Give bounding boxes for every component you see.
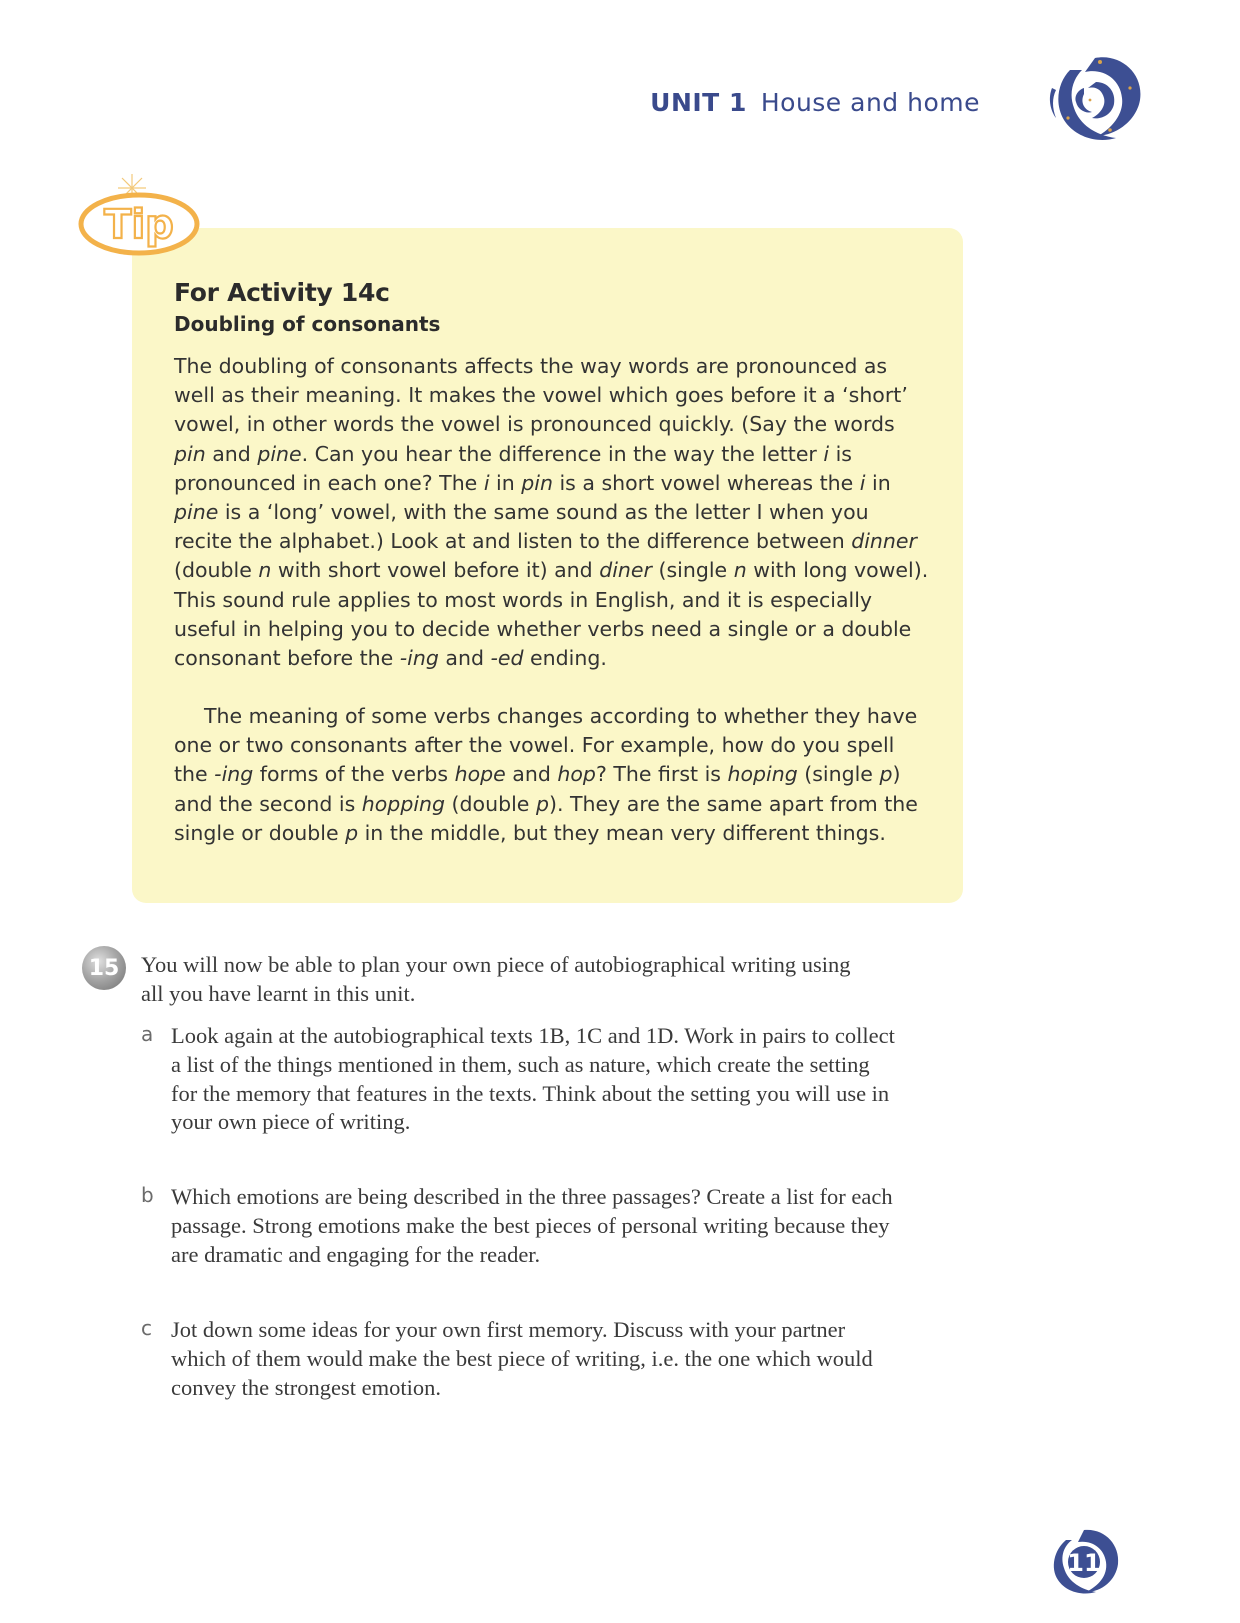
task-letter: c bbox=[141, 1316, 152, 1340]
task-text: Jot down some ideas for your own first memory. Discuss with your partner which of them would make the best piece of writing, i.e. the one which would convey the strongest emotion. bbox=[171, 1317, 873, 1400]
tip-badge-label: Tip bbox=[104, 202, 174, 248]
tip-badge-icon bbox=[76, 172, 206, 272]
tip-subheading: Doubling of consonants bbox=[174, 312, 441, 336]
task-letter: b bbox=[141, 1183, 154, 1207]
unit-title: House and home bbox=[760, 88, 980, 117]
task-text: Which emotions are being described in the three passages? Create a list for each passage. Strong emotions make the best pieces of personal writing because they are dramatic and engaging for the reader. bbox=[171, 1184, 893, 1267]
page-number: 11 bbox=[1067, 1549, 1101, 1577]
tip-heading: For Activity 14c bbox=[174, 278, 390, 307]
page-number-badge bbox=[1046, 1526, 1122, 1596]
unit-label: UNIT 1 bbox=[650, 88, 747, 117]
page-header bbox=[650, 88, 980, 117]
tip-paragraph: The meaning of some verbs changes according to whether they have one or two consonants after the vowel. For example, how do you spell the -ing forms of the verbs hope and hop? The first is hoping (single p) and the second is hopping (double p). They are the same apart from the single or double p in the middle, but they mean very different things. bbox=[174, 704, 918, 845]
task-letter: a bbox=[141, 1022, 154, 1046]
task-text: Look again at the autobiographical texts 1B, 1C and 1D. Work in pairs to collect a list of the things mentioned in them, such as nature, which create the setting for the memory that features in the texts. Think about the setting you will use in your own piece of writing. bbox=[171, 1023, 895, 1135]
activity-number-badge: 15 bbox=[82, 946, 126, 990]
tip-paragraph: The doubling of consonants affects the way words are pronounced as well as their meaning. It makes the vowel which goes before it a ‘short’ vowel, in other words the vowel is pronounced quickly. (Say the words pin and pine. Can you hear the difference in the way the letter i is pronounced in each one? The i in pin is a short vowel whereas the i in pine is a ‘long’ vowel, with the same sound as the letter I when you recite the alphabet.) Look at and listen to the difference between dinner (double n with short vowel before it) and diner (single n with long vowel). This sound rule applies to most words in English, and it is especially useful in helping you to decide whether verbs need a single or a double consonant before the -ing and -ed ending. bbox=[174, 354, 929, 671]
activity-intro: You will now be able to plan your own piece of autobiographical writing using all you have learnt in this unit. bbox=[141, 952, 851, 1006]
swirl-logo-icon bbox=[1040, 48, 1150, 148]
